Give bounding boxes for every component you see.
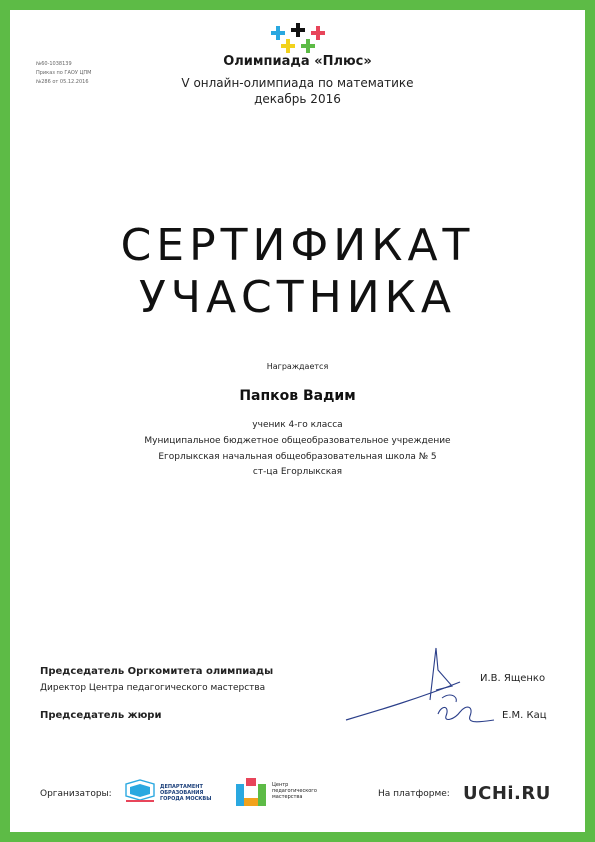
plus-mark-yellow (281, 39, 295, 53)
jury-title: Председатель жюри (40, 710, 162, 721)
uchi-ru-logo: UCHi.RU (463, 783, 551, 804)
legal-line: Приказ по ГАОУ ЦПМ (36, 70, 92, 76)
legal-line: №286 от 05.12.2016 (36, 79, 89, 85)
dept-text-line: ГОРОДА МОСКВЫ (160, 796, 212, 802)
cpm-text-line: Центр (272, 782, 289, 788)
cpm-text-line: мастерства (272, 794, 303, 800)
plus-mark-red (311, 26, 325, 40)
school-line: ст-ца Егорлыкская (252, 467, 343, 477)
student-class: ученик 4-го класса (252, 420, 343, 430)
chair-title: Председатель Оргкомитета олимпиады (40, 666, 274, 677)
school-line: Муниципальное бюджетное общеобразовательное учреждение (144, 436, 451, 446)
school-line: Егорлыкская начальная общеобразовательная школа № 5 (158, 452, 437, 462)
cpm-text-line: педагогического (272, 788, 317, 794)
certificate-title-line2: УЧАСТНИКА (138, 272, 456, 323)
moscow-education-dept-text (160, 784, 211, 802)
ped-mastery-center-logo (234, 776, 268, 808)
organizers-label: Организаторы: (40, 789, 112, 799)
recipient-name: Папков Вадим (239, 388, 356, 404)
moscow-education-dept-logo (122, 778, 158, 808)
chair-position: Директор Центра педагогического мастерства (40, 683, 266, 693)
certificate-title-line1: СЕРТИФИКАТ (120, 220, 475, 271)
jury-signature (430, 690, 500, 732)
olympiad-title: Олимпиада «Плюс» (223, 54, 372, 69)
legal-line: №60-1038139 (36, 61, 72, 67)
chair-name: И.В. Ященко (480, 673, 546, 684)
olympiad-subtitle: V онлайн-олимпиада по математике (181, 76, 414, 90)
platform-label: На платформе: (378, 789, 450, 799)
dept-text-line: ОБРАЗОВАНИЯ (160, 790, 204, 796)
ped-mastery-center-text (272, 782, 317, 800)
plus-mark-blue (271, 26, 285, 40)
olympiad-date: декабрь 2016 (254, 92, 341, 106)
jury-name: Е.М. Кац (502, 710, 547, 721)
olympiad-plus-logo (268, 22, 328, 56)
dept-text-line: ДЕПАРТАМЕНТ (160, 784, 203, 790)
plus-mark-green (301, 39, 315, 53)
plus-mark-black (291, 23, 305, 37)
awarded-label: Награждается (266, 362, 329, 371)
